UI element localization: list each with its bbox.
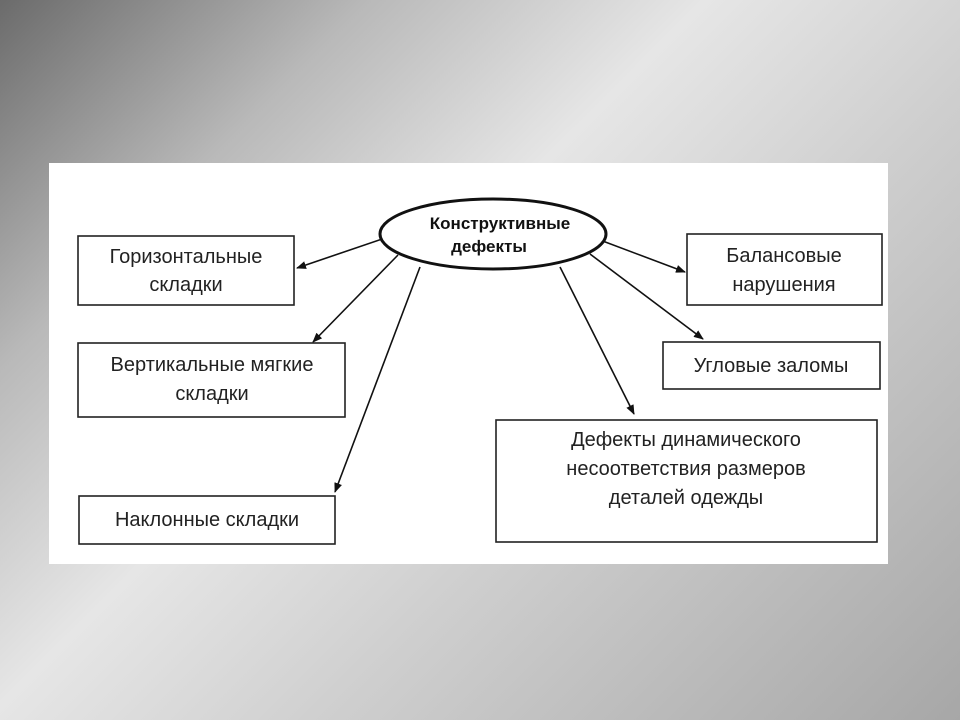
arrow-to-vertical <box>313 255 398 342</box>
box-balance-line2: нарушения <box>732 274 836 296</box>
box-dynamic-line1: Дефекты динамического <box>571 429 801 451</box>
box-dynamic-line2: несоответствия размеров <box>566 458 806 480</box>
arrow-to-balance <box>600 240 685 272</box>
arrow-to-dynamic <box>560 267 634 414</box>
box-vertical-folds <box>78 343 345 417</box>
box-dynamic-defects <box>496 420 877 542</box>
center-node <box>380 199 606 269</box>
box-horizontal-folds <box>78 236 294 305</box>
box-corner-creases <box>663 342 880 389</box>
box-corner-line1: Угловые заломы <box>693 355 849 377</box>
box-inclined-folds <box>79 496 335 544</box>
arrow-to-inclined <box>335 267 420 492</box>
box-horizontal-line1: Горизонтальные <box>109 246 263 268</box>
box-balance-line1: Балансовые <box>726 245 842 267</box>
center-label-line2: дефекты <box>451 237 527 256</box>
box-balance-violations <box>687 234 882 305</box>
arrow-to-corner <box>590 254 703 339</box>
box-vertical-line1: Вертикальные мягкие <box>110 354 314 376</box>
arrow-to-horizontal <box>297 237 388 268</box>
box-inclined-line1: Наклонные складки <box>114 509 300 531</box>
box-dynamic-line3: деталей одежды <box>608 487 764 509</box>
box-vertical-line2: складки <box>175 383 249 405</box>
center-label-line1: Конструктивные <box>429 214 571 233</box>
box-horizontal-line2: складки <box>149 274 223 296</box>
